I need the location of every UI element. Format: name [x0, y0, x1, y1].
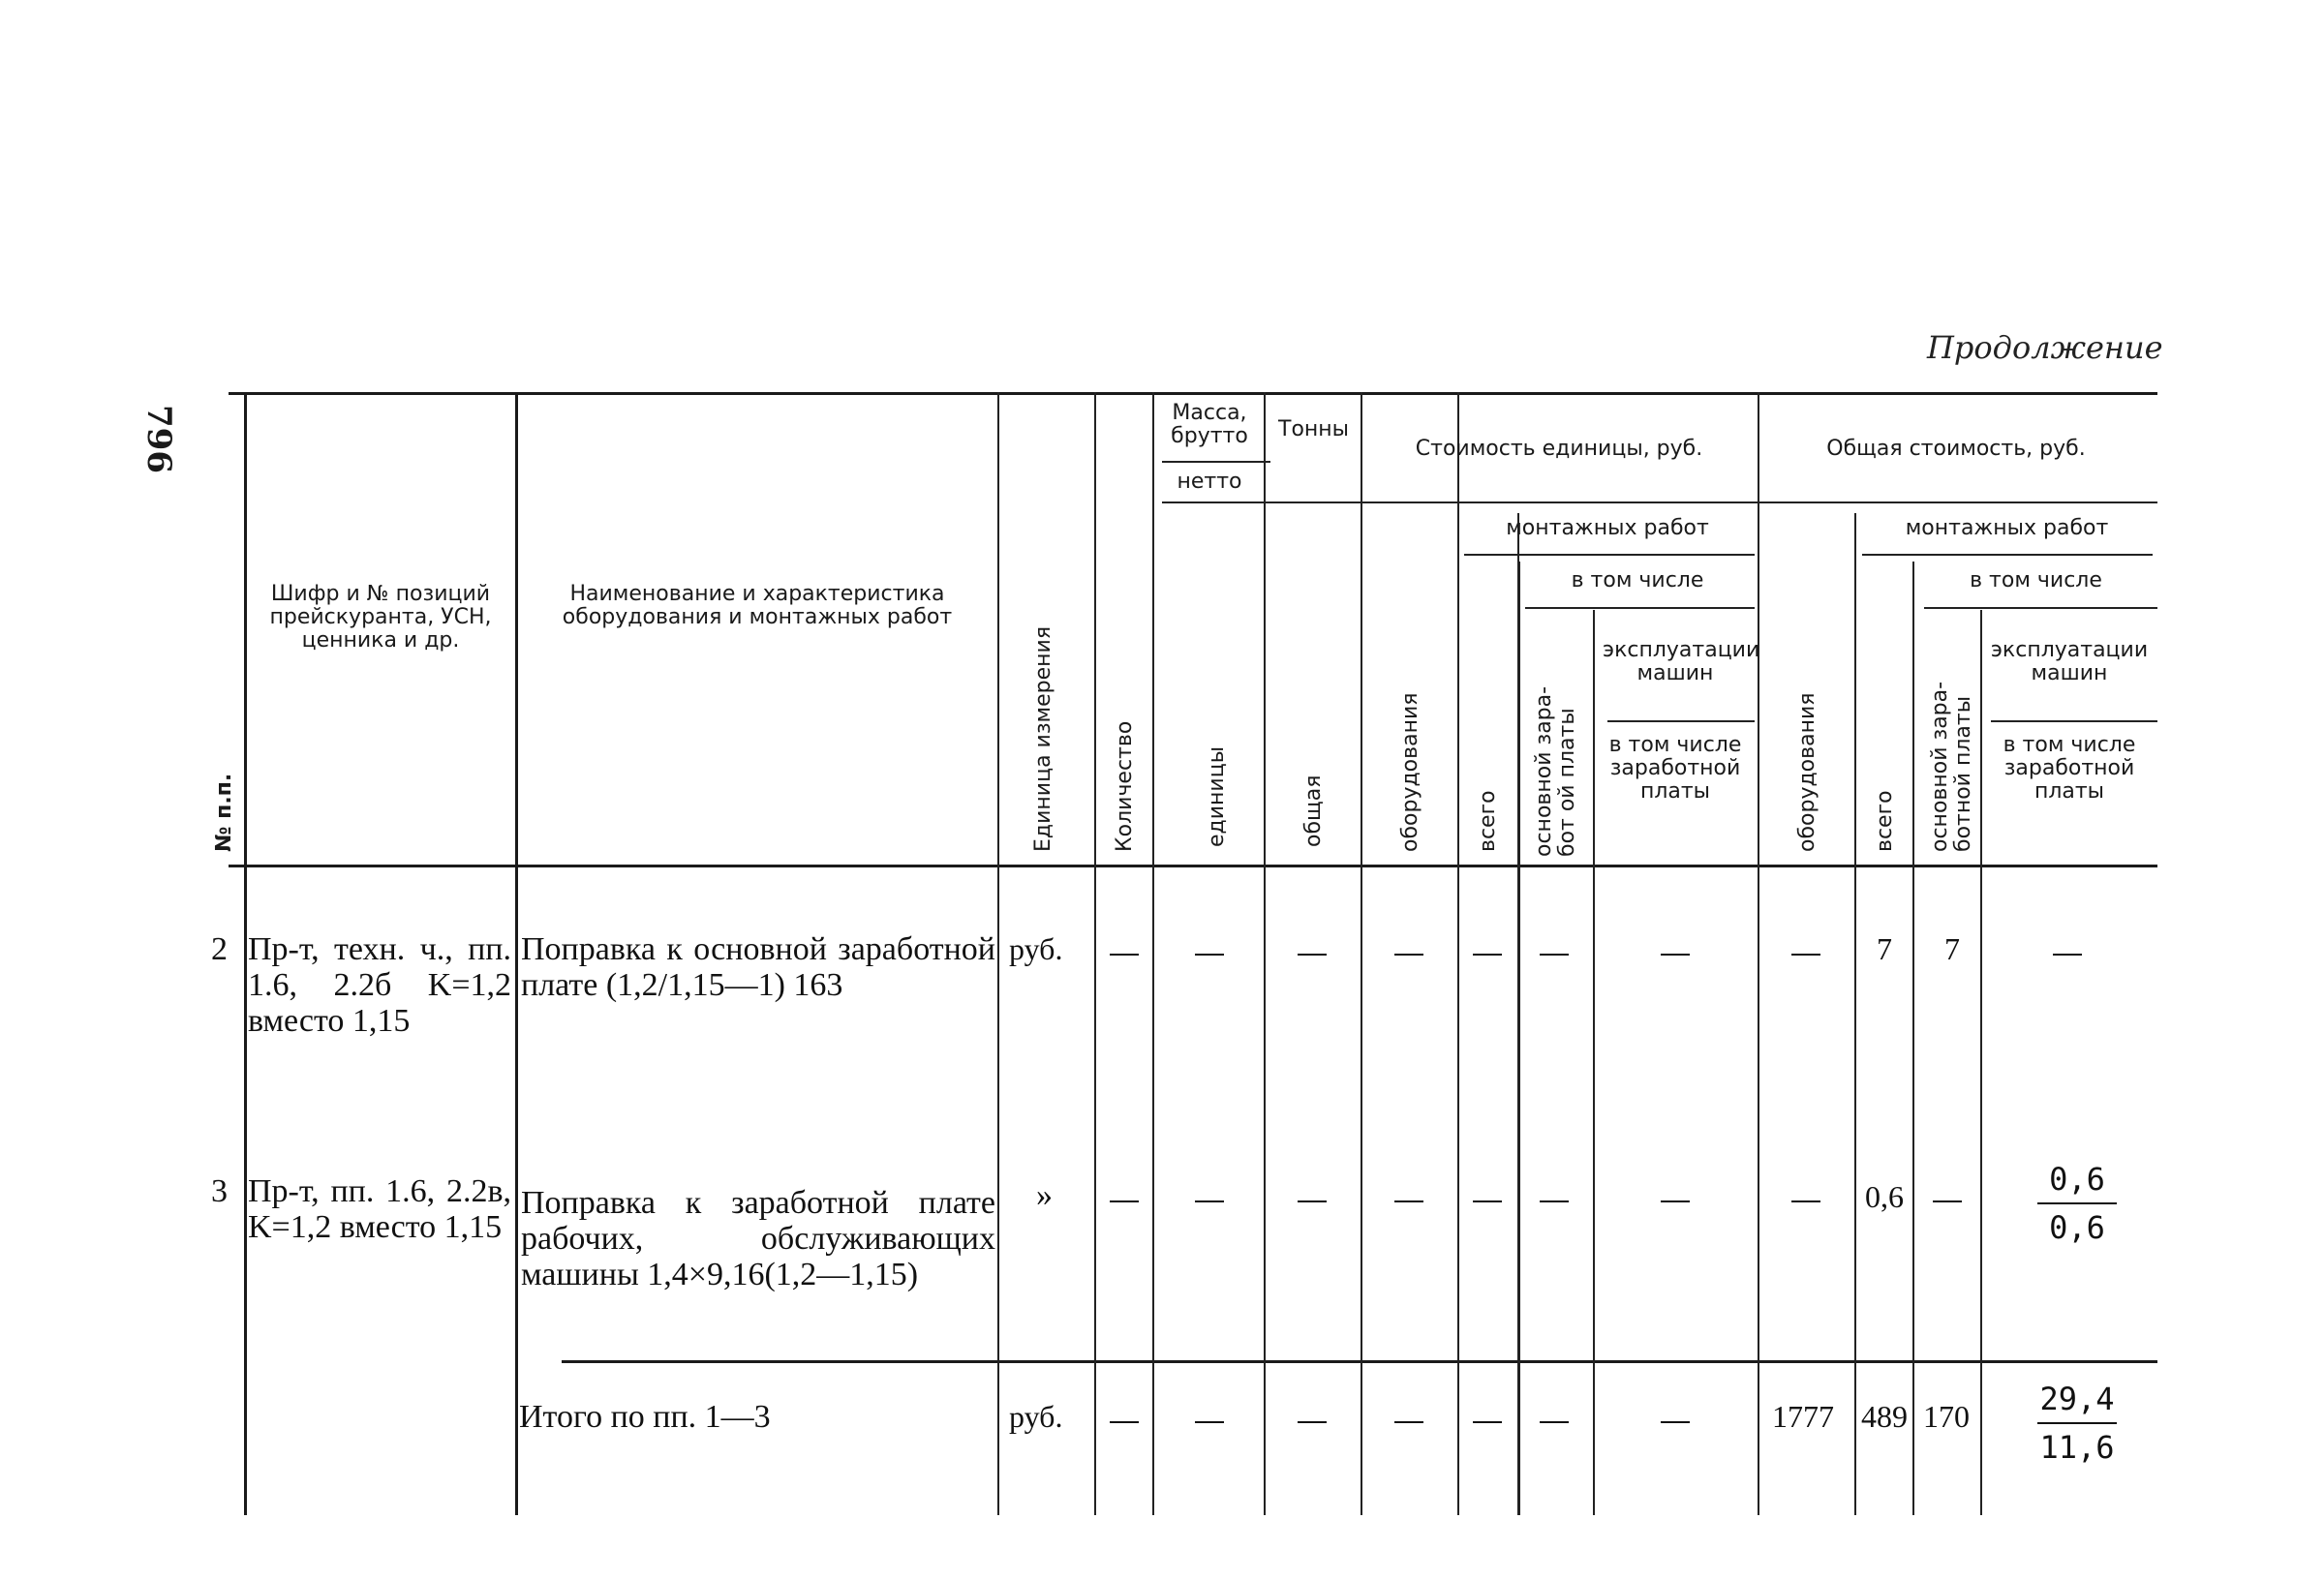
page-number: 796	[139, 405, 178, 473]
row-unit: »	[1036, 1177, 1053, 1213]
continuation-label: Продолжение	[1927, 329, 2163, 366]
header-name: Наименование и характеристика оборудования и монтажных работ	[562, 582, 953, 629]
header-incl-2: в том числе	[1970, 568, 2102, 592]
header-unit-cost: Стоимость единицы, руб.	[1415, 437, 1703, 461]
total-tc-equipment: 1777	[1772, 1399, 1834, 1434]
row-unit: руб.	[1009, 931, 1063, 966]
total-tc-wage: 170	[1923, 1399, 1970, 1434]
header-total-cost: Общая стоимость, руб.	[1826, 437, 2086, 461]
row-tc-wage: 7	[1944, 931, 1960, 966]
row-code: Пр-т, техн. ч., пп. 1.6, 2.2б K=1,2 вместо 1,15	[248, 931, 511, 1039]
row-code: Пр-т, пп. 1.6, 2.2в, K=1,2 вместо 1,15	[248, 1173, 511, 1245]
header-unit: Единица измерения	[1031, 625, 1055, 852]
header-incl-1: в том числе	[1571, 568, 1704, 592]
header-mass-unit: единицы	[1205, 745, 1229, 847]
total-label: Итого по пп. 1—3	[519, 1399, 771, 1435]
header-all-2: всего	[1873, 790, 1897, 852]
header-base-wage-1: основной зара- бот ой платы	[1532, 685, 1579, 857]
header-number: № п.п.	[212, 773, 236, 852]
row-tc-all: 0,6	[1865, 1179, 1904, 1214]
header-code: Шифр и № позиций прейскуранта, УСН, ценника и др.	[269, 582, 492, 653]
header-base-wage-2: основной зара- ботной платы	[1928, 681, 1975, 852]
row-tc-machines: 0,6 0,6	[2024, 1160, 2130, 1247]
header-machines-1: эксплуатации машин	[1603, 638, 1760, 685]
header-tons: Тонны	[1278, 417, 1350, 441]
total-tc-machines: 29,4 11,6	[2024, 1380, 2130, 1467]
header-mass-total: общая	[1301, 775, 1326, 847]
header-mass-top: Масса, брутто	[1171, 401, 1248, 448]
header-equipment-2: оборудования	[1795, 692, 1819, 852]
row-number: 3	[211, 1173, 228, 1209]
header-machines-2: эксплуатации машин	[1990, 638, 2149, 685]
row-name: Поправка к основной заработной плате (1,2/1,15—1) 163	[521, 931, 995, 1003]
header-incl-wage-1: в том числе заработной платы	[1608, 733, 1742, 804]
header-install-2: монтажных работ	[1905, 516, 2109, 540]
row-name: Поправка к заработной плате рабочих, обслуживающих машины 1,4×9,16(1,2—1,15)	[521, 1185, 995, 1292]
total-tc-all: 489	[1861, 1399, 1908, 1434]
header-qty: Количество	[1113, 720, 1137, 852]
row-number: 2	[211, 931, 228, 967]
header-mass-bottom: нетто	[1177, 470, 1242, 494]
header-all-1: всего	[1476, 790, 1500, 852]
total-unit: руб.	[1009, 1399, 1063, 1434]
header-equipment-1: оборудования	[1398, 692, 1422, 852]
header-install-1: монтажных работ	[1506, 516, 1709, 540]
row-tc-all: 7	[1877, 931, 1892, 966]
header-incl-wage-2: в том числе заработной платы	[2003, 733, 2136, 804]
